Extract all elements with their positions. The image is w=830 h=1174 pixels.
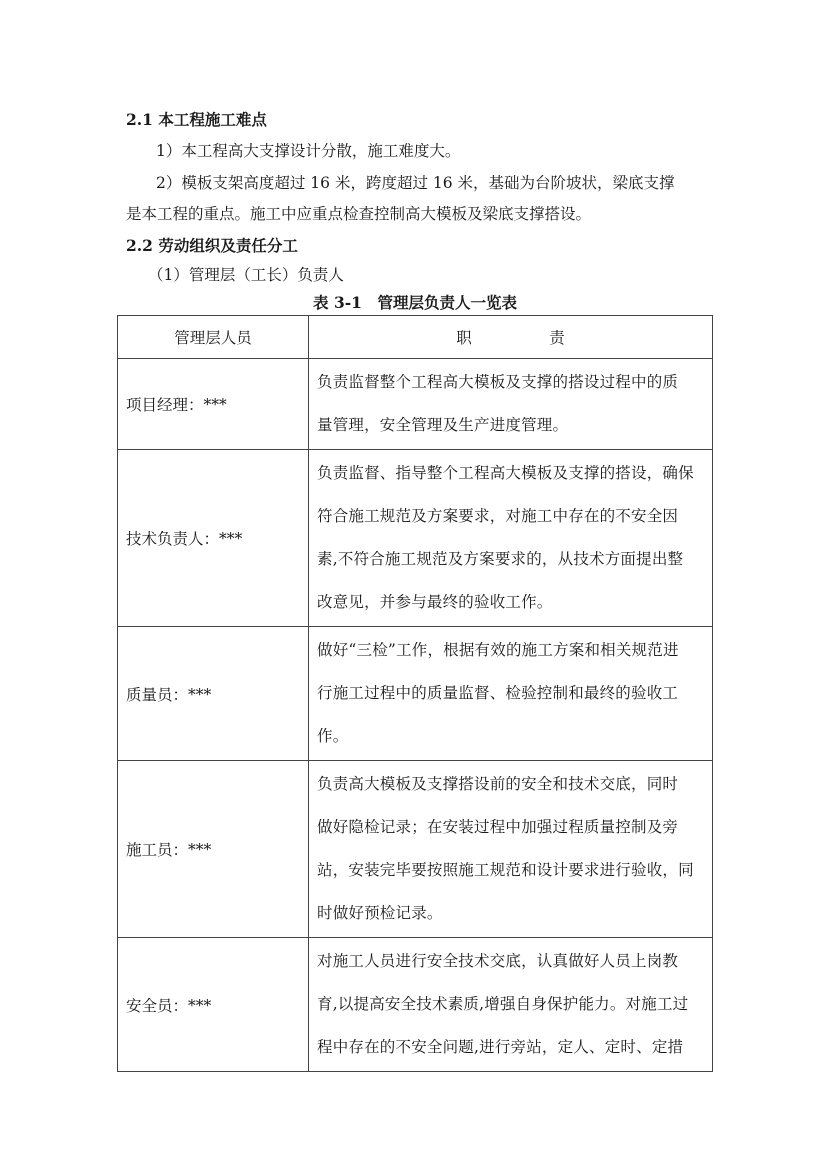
paragraph-item-2-line-1: 2）模板支架高度超过 16 米，跨度超过 16 米，基础为台阶坡状，梁底支撑: [156, 174, 675, 192]
duty-line: 负责高大模板及支撑搭设前的安全和技术交底，同时: [317, 775, 679, 793]
role-cell: 技术负责人：***: [118, 450, 309, 627]
duty-line: 负责监督、指导整个工程高大模板及支撑的搭设，确保: [317, 464, 694, 482]
duty-line: 符合施工规范及方案要求，对施工中存在的不安全因: [317, 507, 679, 525]
paragraph-item-2-line-2: 是本工程的重点。施工中应重点检查控制高大模板及梁底支撑搭设。: [126, 205, 592, 223]
duties-cell: [309, 359, 713, 450]
table-header-row: [118, 316, 713, 359]
duties-cell: [309, 627, 713, 761]
role-cell: 项目经理：***: [118, 359, 309, 450]
subsection-label: （1）管理层（工长）负责人: [148, 266, 344, 284]
duty-line: 时做好预检记录。: [317, 904, 443, 922]
duty-line: 育,以提高安全技术素质,增强自身保护能力。对施工过: [317, 995, 689, 1013]
role-cell: 安全员：***: [118, 938, 309, 1072]
duty-line: 站，安装完毕要按照施工规范和设计要求进行验收，同: [317, 861, 694, 879]
duty-line: 做好“三检”工作，根据有效的施工方案和相关规范进: [317, 641, 679, 659]
role-cell: 质量员：***: [118, 627, 309, 761]
section-heading-2-1: 2.1 本工程施工难点: [126, 110, 267, 129]
duties-cell: [309, 761, 713, 938]
duty-line: 作。: [317, 727, 349, 745]
table-row: [118, 938, 713, 1072]
table-row: [118, 627, 713, 761]
duty-line: 做好隐检记录；在安装过程中加强过程质量控制及旁: [317, 818, 679, 836]
header-duties: 职 责: [309, 316, 713, 359]
header-personnel: 管理层人员: [118, 316, 309, 359]
responsibility-table: [117, 315, 713, 1072]
duty-line: 改意见，并参与最终的验收工作。: [317, 593, 553, 611]
duty-line: 素,不符合施工规范及方案要求的，从技术方面提出整: [317, 550, 684, 568]
duties-cell: [309, 450, 713, 627]
section-heading-2-2: 2.2 劳动组织及责任分工: [126, 236, 298, 255]
duty-line: 负责监督整个工程高大模板及支撑的搭设过程中的质: [317, 373, 679, 391]
table-row: [118, 450, 713, 627]
table-row: [118, 761, 713, 938]
duty-line: 行施工过程中的质量监督、检验控制和最终的验收工: [317, 684, 679, 702]
duty-line: 程中存在的不安全问题,进行旁站，定人、定时、定措: [317, 1038, 684, 1056]
table-row: [118, 359, 713, 450]
duty-line: 量管理，安全管理及生产进度管理。: [317, 416, 569, 434]
role-cell: 施工员：***: [118, 761, 309, 938]
paragraph-item-1: 1）本工程高大支撑设计分散，施工难度大。: [156, 142, 461, 160]
duties-cell: [309, 938, 713, 1072]
duty-line: 对施工人员进行安全技术交底，认真做好人员上岗教: [317, 952, 679, 970]
table-caption: 表 3-1 管理层负责人一览表: [313, 293, 517, 312]
